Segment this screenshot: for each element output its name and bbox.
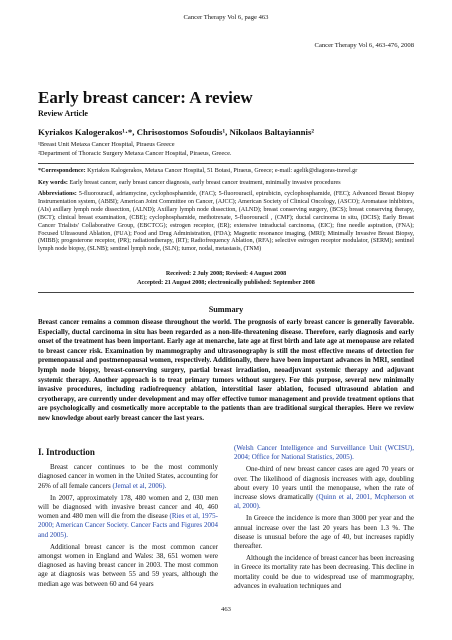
paragraph: Although the incidence of breast cancer has been increasing in Greece its mortality rate has been decreasing. This decline in mortality could be due to widespread use of mammography, advances in evaluation techniques and xyxy=(234,554,414,590)
citation-link[interactable]: (Quinn et al, 2001, Mcpherson et al, 2000). xyxy=(234,493,414,511)
journal-citation: Cancer Therapy Vol 6, 463-476, 2008 xyxy=(314,42,414,49)
running-header: Cancer Therapy Vol 6, page 463 xyxy=(183,14,269,21)
correspondence xyxy=(38,168,414,176)
paragraph xyxy=(234,444,414,462)
section-heading: I. Introduction xyxy=(38,447,95,457)
paragraph: In Greece the incidence is more than 3000 per year and the annual increase over the last 20 years has been 1.3 %. The disease is unusual before the age of 40, but increases rapidly thereafter. xyxy=(234,514,414,551)
left-column xyxy=(38,442,218,592)
keywords xyxy=(38,180,414,188)
citation-link[interactable]: (Welsh Cancer Intelligence and Surveillance Unit (WCISU), 2004; Office for National Statistics, 2005). xyxy=(234,444,414,462)
correspondence-text: Kyriakos Kalogerakos, Metaxa Cancer Hospital, 51 Botasi, Piraeus, Greece; e-mail: agelik@diagoras-travel.gr xyxy=(85,168,358,174)
affiliation-2: ²Department of Thoracic Surgery Metaxa Cancer Hospital, Piraeus, Greece. xyxy=(38,150,232,157)
divider xyxy=(38,163,414,164)
author-list: Kyriakos Kalogerakos¹·*, Chrisostomos Sofoudis¹, Nikolaos Baltayiannis² xyxy=(38,127,315,137)
article-title: Early breast cancer: A review xyxy=(38,88,253,107)
abbreviations-label: Abbreviations: xyxy=(38,191,77,197)
article-type: Review Article xyxy=(38,109,88,118)
page-number: 463 xyxy=(221,606,231,613)
citation-link[interactable]: (Ries et al, 1975-2000; American Cancer Society. Cancer Facts and Figures 2004 and 2005). xyxy=(38,512,218,539)
abbreviations-text: 5-fluorouracil, adriamycine, cyclophosphamide, (FAC); 5-fluorouracil, epirubicin, cyclophosphamide, (FEC); Advanced Breast Biopsy Instrumentation system, (ABBI); American Joint Committee on Cancer, (AJCC); American Society of Clinical Oncology, (ASCO); Aromatase inhibitors, (AIs) axillary lymph node dissection, (ALND); Axillary lymph node dissection, (ALND); breast conserving surgery, (BCS); breast conserving therapy, (BCT); clinical breast examination, (CBE); cyclophosphamide, methotrexate, 5-fluorouracil , (CMF); ductal carcinoma in situ, (DCIS); Early Breast Cancer Trialists' Collaborative Group, (EBCTCG); estrogen receptor, (ER); extensive intraductal carcinoma, (EIC); fine needle aspiration, (FNA); Focused Ultrasound Ablation, (FUA); Food and Drug Administration, (FDA); Magnetic resonance imaging, (MRI); Minimally Invasive Breast Biopsy, (MIBB); progesterone receptor, (PR); radiationtherapy, (RT); Radiofrequency Ablation, (RFA); selective estrogen receptor modulator, (SERM); sentinel lymph node biopsy, (SLNB); sentinel lymph node, (SLN); tumor, nodal, metastasis, (TNM) xyxy=(38,191,414,253)
correspondence-label: *Correspondence: xyxy=(38,168,86,174)
received-date: Received: 2 July 2008; Revised: 4 August 2008 xyxy=(165,271,287,277)
paragraph: One-third of new breast cancer cases are aged 70 years or over. The likelihood of diagnosis increases with age, doubling about every 10 years until the menopause, when the rate of increase slows dramatically (Quinn et al, 2001, Mcpherson et al, 2000). xyxy=(234,465,414,511)
right-column xyxy=(234,444,414,594)
abbreviations xyxy=(38,191,414,254)
citation-link[interactable]: (Jemal et al, 2006). xyxy=(112,481,167,490)
paragraph: Breast cancer continues to be the most commonly diagnosed cancer in women in the United States, accounting for 26% of all female cancers (Jemal et al, 2006). xyxy=(38,463,218,490)
divider xyxy=(38,292,414,293)
keywords-text: Early breast cancer, early breast cancer diagnosis, early breast cancer treatment, minimally invasive procedures xyxy=(67,180,341,186)
summary-heading: Summary xyxy=(208,305,244,314)
affiliation-1: ¹Breast Unit Metaxa Cancer Hospital, Piraeus Greece xyxy=(38,141,175,148)
keywords-label: Key words: xyxy=(38,180,68,186)
accepted-date: Accepted: 21 August 2008; electronically published: September 2008 xyxy=(137,280,315,286)
paragraph: Additional breast cancer is the most common cancer amongst women in England and Wales: 38, 651 women were diagnosed as having breast cancer in 2003. The most common age at diagnosis was between 55 and 59 years, although the median age was between 60 and 64 years xyxy=(38,542,218,588)
summary-text: Breast cancer remains a common disease throughout the world. The prognosis of early breast cancer is generally favorable. Especially, ductal carcinoma in situ has been regarded as a non-life-threatening disease. Therefore, early diagnosis and early onset of the treatment has been important. Early age at menarche, late age at first birth and late age at menopause are related to breast cancer risk. Examination by mammography and ultrasonography is still the most effective means of detection for premenopausal and postmenopausal women, respectively. Additionally, there have been important advances in MRI, sentinel lymph node biopsy, breast-conserving surgery, partial breast irradiation, neoadjuvant systemic therapy and adjuvant systemic therapy. Another approach is to treat primary tumors without surgery. For this purpose, several new minimally invasive procedures, including radiofrequency ablation, interstitial laser ablation, focused ultrasound ablation and cryotherapy, are currently under development and may offer effective tumor management and provide treatment options that are psychologically and cosmetically more acceptable to the patients than are traditional surgical therapies. Here we review new knowledge about early breast cancer the last years. xyxy=(38,318,414,422)
paragraph: In 2007, approximately 178, 480 women and 2, 030 men will be diagnosed with invasive breast cancer and 40, 460 women and 480 men will die from the disease (Ries et al, 1975-2000; American Cancer Society. Cancer Facts and Figures 2004 and 2005). xyxy=(38,493,218,539)
